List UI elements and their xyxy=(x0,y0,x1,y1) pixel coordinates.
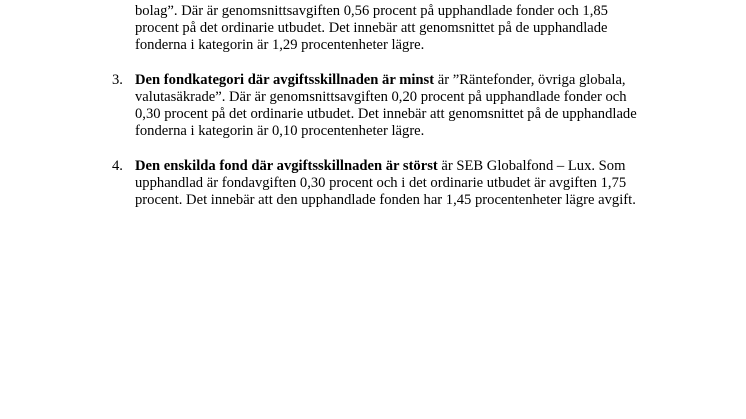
list-item-line: procent på det ordinarie utbudet. Det innebär att genomsnittet på de upphandlade xyxy=(135,20,608,36)
list-item-line: valutasäkrade”. Där är genomsnittsavgiften 0,20 procent på upphandlade fonder och xyxy=(135,89,627,105)
list-item-line: fonderna i kategorin är 1,29 procentenheter lägre. xyxy=(135,37,425,53)
list-item-line: Den fondkategori där avgiftsskillnaden är minst är ”Räntefonder, övriga globala, xyxy=(135,72,626,88)
list-item-line: fonderna i kategorin är 0,10 procentenheter lägre. xyxy=(135,123,425,139)
list-item-line: procent. Det innebär att den upphandlade fonden har 1,45 procentenheter lägre avgift. xyxy=(135,192,636,208)
list-item-number: 3. xyxy=(112,72,123,88)
list-item-line: bolag”. Där är genomsnittsavgiften 0,56 procent på upphandlade fonder och 1,85 xyxy=(135,3,608,19)
list-item-line: Den enskilda fond där avgiftsskillnaden är störst är SEB Globalfond – Lux. Som xyxy=(135,158,626,174)
list-item-number: 4. xyxy=(112,158,123,174)
list-item-line: 0,30 procent på det ordinarie utbudet. Det innebär att genomsnittet på de upphandlade xyxy=(135,106,637,122)
list-item-line: upphandlad är fondavgiften 0,30 procent och i det ordinarie utbudet är avgiften 1,75 xyxy=(135,175,627,191)
